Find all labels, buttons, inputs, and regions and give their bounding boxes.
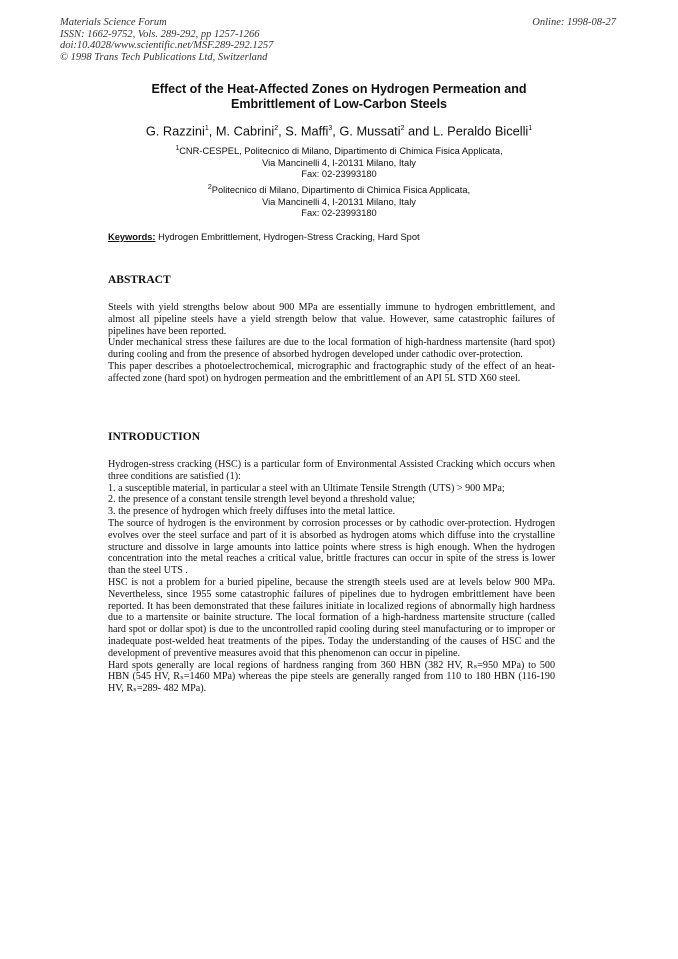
author-name: L. Peraldo Bicelli: [432, 123, 529, 139]
issn-line: ISSN: 1662-9752, Vols. 289-292, pp 1257-1266: [60, 28, 260, 40]
journal-header: [60, 17, 480, 63]
introduction-heading: INTRODUCTION: [108, 431, 201, 443]
introduction-list-item: 1. a susceptible material, in particular a steel with an Ultimate Tensile Strength (UTS) > 900 MPa;: [108, 482, 505, 494]
author-affiliation-mark: 1: [204, 125, 209, 132]
introduction-body: [108, 459, 555, 695]
introduction-list-item: 2. the presence of a constant tensile strength level beyond a threshold value;: [108, 494, 415, 506]
author-name: G. Razzini: [145, 123, 205, 139]
affiliation-fax: Fax: 02-23993180: [301, 208, 377, 219]
author-name: M. Cabrini: [215, 123, 275, 139]
online-date: Online: 1998-08-27: [532, 17, 616, 28]
author-affiliation-mark: 2: [400, 125, 405, 132]
abstract-paragraph: Steels with yield strengths below about 900 MPa are essentially immune to hydrogen embrittlement, and almost all pipeline steels have a yield strength below that value. However, same catastrophic failures of pipelines have been reported.: [108, 302, 555, 337]
affiliation-line: Via Mancinelli 4, I-20131 Milano, Italy: [262, 157, 416, 168]
introduction-paragraph: HSC is not a problem for a buried pipeline, because the strength steels used are at levels below 900 MPa. Nevertheless, since 1955 some catastrophic failures of pipelines due to hydrogen embrittlement have been reported. It has been demonstrated that these failures initiate in localized regions of abnormally high hardness due to a martensite or bainite structure. The local formation of a high-hardness martensite structure (called hard spot or dollar spot) is due to the uncontrolled rapid cooling during steel manufacturing or to improper or inadequate post-welded heat treatments of the pipes. Today the understanding of the causes of HSC and the development of preventive measures avoid that this phenomenon can occur in pipeline.: [108, 576, 555, 659]
abstract-heading: ABSTRACT: [108, 274, 171, 286]
affiliation-fax: Fax: 02-23993180: [301, 169, 377, 180]
paper-title: [60, 82, 618, 112]
abstract-paragraph: This paper describes a photoelectrochemical, micrographic and fractographic study of the effect of an heat-affected zone (hard spot) on hydrogen permeation and the embrittlement of an API 5L STD X60 steel.: [108, 360, 555, 384]
introduction-list-item: 3. the presence of hydrogen which freely diffuses into the metal lattice.: [108, 506, 396, 518]
author-separator: ,: [208, 123, 216, 139]
copyright-line: © 1998 Trans Tech Publications Ltd, Switzerland: [60, 51, 268, 63]
abstract-paragraph: Under mechanical stress these failures are due to the local formation of high-hardness martensite (hard spot) during cooling and from the presence of absorbed hydrogen developed under cathodic over-protection.: [108, 337, 555, 361]
keywords-label: Keywords:: [108, 232, 156, 242]
affiliation-mark: 2: [207, 184, 212, 191]
author-affiliation-mark: 2: [274, 125, 279, 132]
author-affiliation-mark: 3: [328, 125, 333, 132]
introduction-paragraph: The source of hydrogen is the environment by corrosion processes or by cathodic over-protection. Hydrogen evolves over the steel surface and part of it is absorbed as hydrogen atoms which diffuse into the crystalline structure and dissolve in large amounts into lattice points where stress is high enough. When the hydrogen concentration into the metal reaches a critical value, brittle fractures can occur in spite of the stress is lower than the steel UTS .: [108, 517, 555, 577]
author-name: G. Mussati: [339, 123, 401, 139]
doi-line: doi:10.4028/www.scientific.net/MSF.289-292.1257: [60, 40, 274, 51]
affiliation-line: Via Mancinelli 4, I-20131 Milano, Italy: [262, 196, 416, 207]
keywords: [108, 231, 420, 243]
affiliation-mark: 1: [175, 145, 180, 152]
journal-name: Materials Science Forum: [60, 17, 167, 28]
introduction-paragraph: Hydrogen-stress cracking (HSC) is a particular form of Environmental Assisted Cracking which occurs when three conditions are satisfied (1):: [108, 459, 555, 482]
affiliation-line: CNR-CESPEL, Politecnico di Milano, Dipartimento di Chimica Fisica Applicata,: [179, 146, 503, 157]
author-list: [60, 121, 618, 138]
author-affiliation-mark: 1: [528, 125, 533, 132]
keywords-text: Hydrogen Embrittlement, Hydrogen-Stress Cracking, Hard Spot: [158, 232, 420, 242]
abstract-body: [108, 302, 555, 385]
author-name: S. Maffi: [285, 123, 329, 139]
author-separator: ,: [332, 123, 340, 139]
author-separator: ,: [278, 123, 286, 139]
affiliation-line: Politecnico di Milano, Dipartimento di Chimica Fisica Applicata,: [211, 185, 471, 196]
affiliation-2: [60, 182, 618, 220]
title-line-1: Effect of the Heat-Affected Zones on Hydrogen Permeation and: [151, 82, 527, 96]
title-line-2: Embrittlement of Low-Carbon Steels: [231, 97, 447, 111]
author-separator: and: [404, 123, 433, 139]
introduction-paragraph: Hard spots generally are local regions of hardness ranging from 360 HBN (382 HV, Rₛ=950 MPa) to 500 HBN (545 HV, Rₛ=1460 MPa) whereas the pipe steels are generally ranged from 110 to 180 HBN (116-190 HV, Rₛ=289- 482 MPa).: [108, 659, 555, 695]
affiliation-1: [60, 143, 618, 181]
